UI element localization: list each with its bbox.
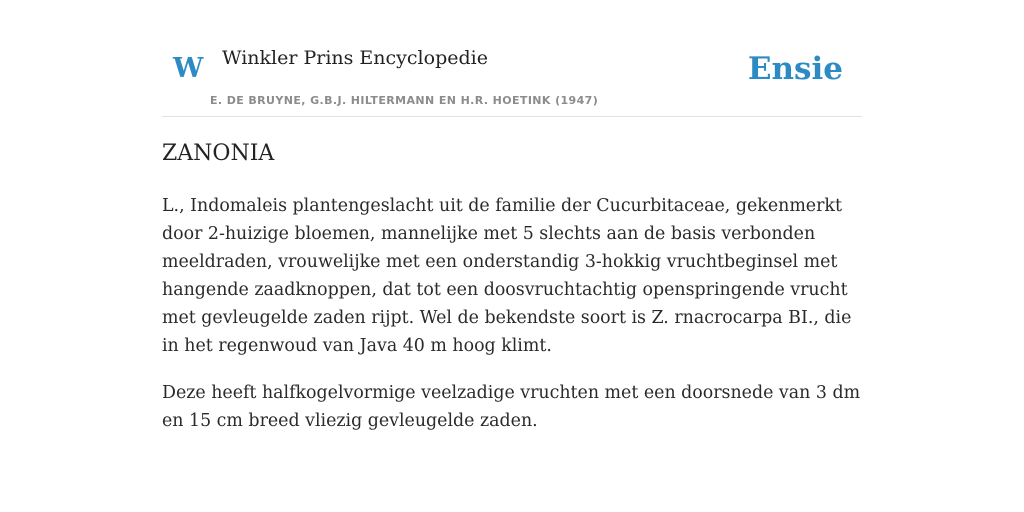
article-paragraph: L., Indomaleis plantengeslacht uit de familie der Cucurbitaceae, gekenmerkt door 2-huizige bloemen, mannelijke met 5 slechts aan de basis verbonden meeldraden, vrouwelijke met een onderstandig 3-hokkig vruchtbeginsel met hangende zaadknoppen, dat tot een doosvruchtachtig openspringende vrucht met gevleugelde zaden rijpt. Wel de bekendste soort is Z. rnacrocarpa BI., die in het regenwoud van Java 40 m hoog klimt.	[162, 196, 852, 356]
brand-logo-link[interactable]: Ensie	[747, 51, 843, 87]
source-title-link[interactable]: Winkler Prins Encyclopedie	[222, 47, 488, 69]
source-authors: E. DE BRUYNE, G.B.J. HILTERMANN EN H.R. HOETINK (1947)	[210, 94, 599, 107]
article-paragraph: Deze heeft halfkogelvormige veelzadige vruchten met een doorsnede van 3 dm en 15 cm breed vliezig gevleugelde zaden.	[162, 383, 861, 431]
article-title: ZANONIA	[162, 141, 275, 166]
source-logo[interactable]: W	[173, 53, 204, 84]
source-header	[162, 0, 862, 117]
